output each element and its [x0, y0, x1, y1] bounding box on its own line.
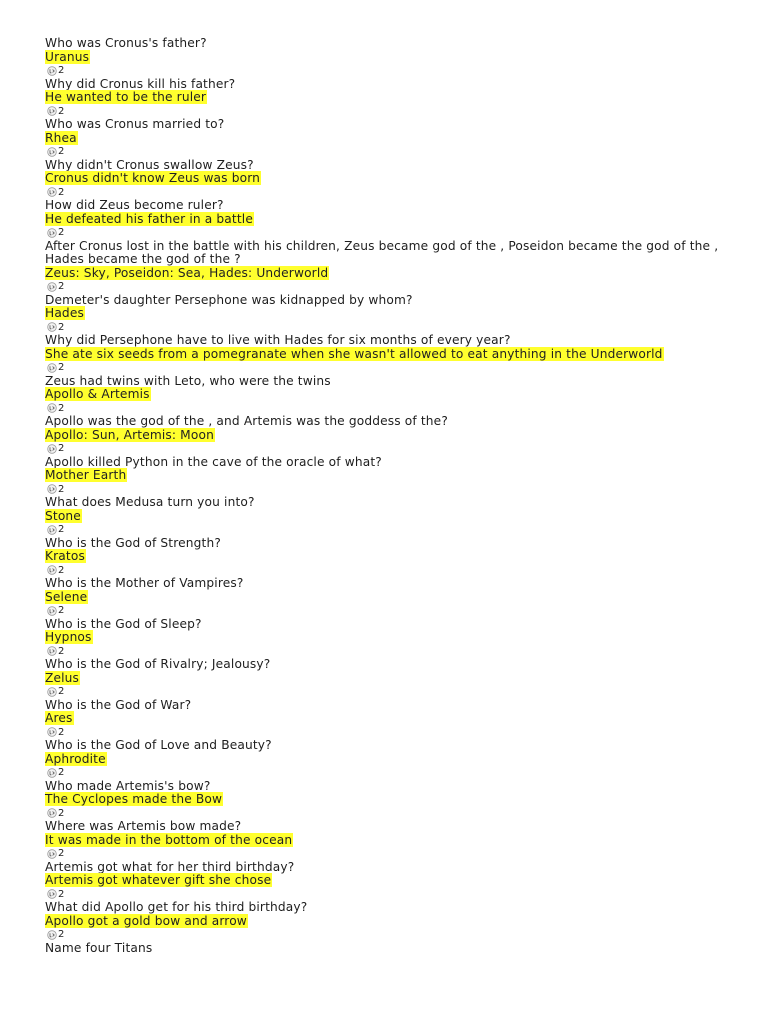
answer-highlight: Uranus: [45, 49, 90, 64]
audio-rating-icon[interactable]: [47, 849, 57, 859]
item-meta: [45, 226, 725, 240]
answer-line: [45, 469, 725, 483]
question-text: After Cronus lost in the battle with his children, Zeus became god of the , Poseidon became the god of the , Hades became the god of the ?: [45, 238, 719, 266]
qa-item: [45, 415, 725, 456]
rating-count: 2: [58, 65, 65, 76]
qa-item: [45, 618, 725, 659]
question-text: Who is the Mother of Vampires?: [45, 576, 244, 590]
rating-count: 2: [58, 402, 65, 414]
answer-highlight: Hades: [45, 306, 84, 320]
answer-line: [45, 550, 725, 564]
answer-line: [45, 132, 725, 146]
answer-highlight: Apollo & Artemis: [45, 387, 150, 401]
question-text: Who is the God of War?: [45, 697, 192, 712]
answer-line: [45, 834, 725, 848]
item-meta: [45, 483, 725, 497]
question-text: Who is the God of Love and Beauty?: [45, 738, 272, 752]
rating-count: 2: [58, 767, 65, 778]
qa-item: [45, 159, 725, 200]
item-meta: [45, 604, 725, 618]
answer-line: [45, 874, 725, 888]
answer-highlight: It was made in the bottom of the ocean: [45, 832, 293, 847]
item-meta: [45, 766, 725, 780]
qa-item: [45, 240, 725, 294]
question-text: Name four Titans: [45, 940, 153, 955]
rating-count: 2: [58, 686, 65, 697]
question-text: Artemis got what for her third birthday?: [45, 859, 295, 874]
question-text: Who is the God of Sleep?: [45, 616, 202, 631]
answer-line: [45, 172, 725, 186]
item-meta: [45, 807, 725, 821]
qa-item: [45, 780, 725, 821]
qa-item: [45, 537, 725, 578]
audio-rating-icon[interactable]: [47, 187, 57, 197]
answer-highlight: Zelus: [45, 670, 80, 685]
rating-count: 2: [58, 564, 65, 576]
question-text: Apollo was the god of the , and Artemis was the goddess of the?: [45, 414, 448, 428]
answer-line: [45, 213, 725, 227]
rating-count: 2: [58, 888, 65, 900]
rating-count: 2: [58, 443, 65, 454]
answer-highlight: Ares: [45, 711, 73, 725]
answer-line: [45, 712, 725, 726]
question-text: How did Zeus become ruler?: [45, 198, 224, 212]
answer-highlight: Aphrodite: [45, 751, 106, 766]
rating-count: 2: [58, 483, 65, 495]
item-meta: [45, 523, 725, 537]
qa-item: [45, 699, 725, 740]
question-text: Apollo killed Python in the cave of the oracle of what?: [45, 454, 382, 469]
audio-rating-icon[interactable]: [47, 687, 57, 697]
item-meta: [45, 64, 725, 78]
answer-highlight: He wanted to be the ruler: [45, 90, 207, 104]
answer-line: [45, 388, 725, 402]
audio-rating-icon[interactable]: [47, 106, 57, 116]
rating-count: 2: [58, 645, 65, 657]
qa-item: [45, 901, 725, 942]
rating-count: 2: [58, 227, 65, 238]
rating-count: 2: [58, 524, 65, 535]
audio-rating-icon[interactable]: [47, 525, 57, 535]
question-text: Who was Cronus's father?: [45, 36, 207, 50]
answer-highlight: Kratos: [45, 549, 85, 563]
answer-highlight: Cronus didn't know Zeus was born: [45, 171, 261, 185]
answer-line: [45, 591, 725, 605]
answer-highlight: The Cyclopes made the Bow: [45, 792, 223, 806]
qa-item: [45, 118, 725, 159]
rating-count: 2: [58, 605, 65, 616]
qa-item: [45, 496, 725, 537]
question-text: Why did Cronus kill his father?: [45, 76, 236, 91]
rating-count: 2: [58, 929, 65, 940]
audio-rating-icon[interactable]: [47, 646, 57, 656]
item-meta: [45, 145, 725, 159]
answer-line: [45, 510, 725, 524]
rating-count: 2: [58, 105, 65, 117]
audio-rating-icon[interactable]: [47, 444, 57, 454]
qa-item: [45, 375, 725, 416]
item-meta: [45, 280, 725, 294]
answer-highlight: Stone: [45, 508, 81, 523]
audio-rating-icon[interactable]: [47, 484, 57, 494]
answer-line: [45, 348, 725, 362]
rating-count: 2: [58, 807, 65, 819]
answer-line: [45, 91, 725, 105]
rating-count: 2: [58, 362, 65, 373]
rating-count: 2: [58, 281, 65, 292]
rating-count: 2: [58, 186, 65, 198]
question-text: Zeus had twins with Leto, who were the twins: [45, 373, 331, 388]
answer-highlight: Selene: [45, 589, 88, 604]
qa-item: [45, 861, 725, 902]
audio-rating-icon[interactable]: [47, 322, 57, 332]
qa-item: [45, 456, 725, 497]
audio-rating-icon[interactable]: [47, 808, 57, 818]
audio-rating-icon[interactable]: [47, 565, 57, 575]
item-meta: [45, 361, 725, 375]
answer-line: [45, 631, 725, 645]
question-text: Who is the God of Rivalry; Jealousy?: [45, 657, 271, 671]
answer-line: [45, 753, 725, 767]
answer-highlight: She ate six seeds from a pomegranate when she wasn't allowed to eat anything in the Underworld: [45, 346, 663, 361]
question-text: Where was Artemis bow made?: [45, 819, 242, 833]
question-text: Who made Artemis's bow?: [45, 778, 211, 793]
answer-highlight: Artemis got whatever gift she chose: [45, 873, 272, 887]
question-text: Who was Cronus married to?: [45, 117, 225, 131]
item-meta: [45, 105, 725, 119]
answer-line: [45, 51, 725, 65]
audio-rating-icon[interactable]: [47, 768, 57, 778]
answer-highlight: Mother Earth: [45, 468, 127, 482]
item-meta: [45, 564, 725, 578]
item-meta: [45, 402, 725, 416]
answer-line: [45, 267, 725, 281]
audio-rating-icon[interactable]: [47, 363, 57, 373]
item-meta: [45, 321, 725, 335]
answer-line: [45, 672, 725, 686]
audio-rating-icon[interactable]: [47, 403, 57, 413]
question-text: Demeter's daughter Persephone was kidnapped by whom?: [45, 292, 413, 307]
answer-highlight: Zeus: Sky, Poseidon: Sea, Hades: Underworld: [45, 265, 329, 280]
answer-highlight: Rhea: [45, 130, 77, 145]
item-meta: [45, 442, 725, 456]
item-meta: [45, 928, 725, 942]
audio-rating-icon[interactable]: [47, 282, 57, 292]
question-text: Why didn't Cronus swallow Zeus?: [45, 157, 254, 172]
item-meta: [45, 888, 725, 902]
answer-highlight: Hypnos: [45, 630, 92, 644]
qa-item: [45, 739, 725, 780]
qa-item: [45, 820, 725, 861]
answer-line: [45, 429, 725, 443]
qa-item: [45, 199, 725, 240]
audio-rating-icon[interactable]: [47, 147, 57, 157]
audio-rating-icon[interactable]: [47, 930, 57, 940]
qa-item: [45, 334, 725, 375]
item-meta: [45, 186, 725, 200]
item-meta: [45, 645, 725, 659]
rating-count: 2: [58, 848, 65, 859]
question-text: Who is the God of Strength?: [45, 535, 221, 550]
qa-item: [45, 942, 725, 956]
flashcard-document: [45, 37, 725, 955]
audio-rating-icon[interactable]: [47, 727, 57, 737]
qa-item: [45, 78, 725, 119]
answer-line: [45, 915, 725, 929]
question-text: What did Apollo get for his third birthday?: [45, 900, 308, 914]
audio-rating-icon[interactable]: [47, 66, 57, 76]
item-meta: [45, 726, 725, 740]
audio-rating-icon[interactable]: [47, 228, 57, 238]
qa-item: [45, 37, 725, 78]
question-text: What does Medusa turn you into?: [45, 495, 255, 509]
audio-rating-icon[interactable]: [47, 889, 57, 899]
answer-line: [45, 307, 725, 321]
rating-count: 2: [58, 321, 65, 333]
audio-rating-icon[interactable]: [47, 606, 57, 616]
answer-highlight: Apollo got a gold bow and arrow: [45, 913, 247, 928]
qa-item: [45, 658, 725, 699]
item-meta: [45, 685, 725, 699]
question-text: Why did Persephone have to live with Hades for six months of every year?: [45, 333, 511, 347]
qa-item: [45, 294, 725, 335]
rating-count: 2: [58, 146, 65, 157]
answer-highlight: He defeated his father in a battle: [45, 211, 253, 226]
answer-line: [45, 793, 725, 807]
item-meta: [45, 847, 725, 861]
qa-item: [45, 577, 725, 618]
answer-highlight: Apollo: Sun, Artemis: Moon: [45, 427, 214, 442]
rating-count: 2: [58, 726, 65, 738]
